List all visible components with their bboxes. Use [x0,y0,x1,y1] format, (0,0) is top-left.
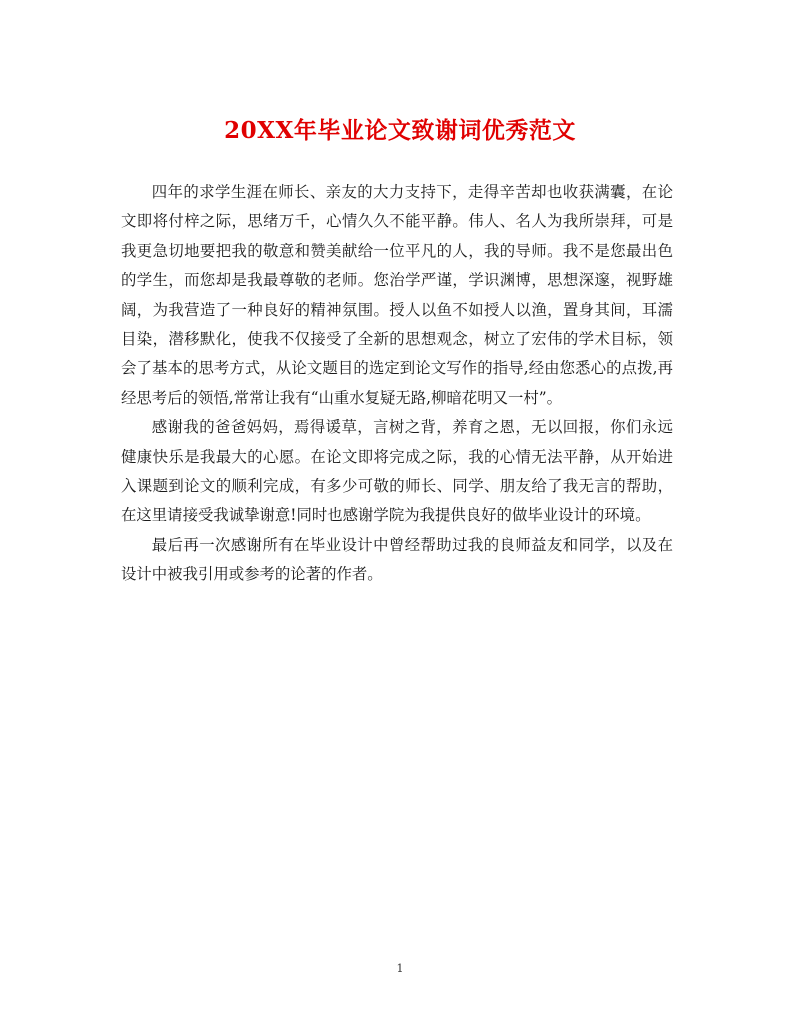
document-title: 20XX年毕业论文致谢词优秀范文 [224,117,576,144]
paragraph-3: 最后再一次感谢所有在毕业设计中曾经帮助过我的良师益友和同学，以及在设计中被我引用或参考的论著的作者。 [121,535,673,584]
page-number: 1 [396,962,404,975]
paragraph-1: 四年的求学生涯在师长、亲友的大力支持下，走得辛苦却也收获满囊，在论文即将付梓之际，思绪万千，心情久久不能平静。伟人、名人为我所崇拜，可是我更急切地要把我的敬意和赞美献给一位平凡的人，我的导师。我不是您最出色的学生，而您却是我最尊敬的老师。您治学严谨，学识渊博，思想深邃，视野雄阔，为我营造了一种良好的精神氛围。授人以鱼不如授人以渔，置身其间，耳濡目染，潜移默化，使我不仅接受了全新的思想观念，树立了宏伟的学术目标，领会了基本的思考方式，从论文题目的选定到论文写作的指导,经由您悉心的点拨,再经思考后的领悟,常常让我有“山重水复疑无路,柳暗花明又一村”。 [121,183,673,407]
paragraph-2: 感谢我的爸爸妈妈，焉得谖草，言树之背，养育之恩，无以回报，你们永远健康快乐是我最大的心愿。在论文即将完成之际，我的心情无法平静，从开始进入课题到论文的顺利完成，有多少可敬的师长、同学、朋友给了我无言的帮助，在这里请接受我诚挚谢意!同时也感谢学院为我提供良好的做毕业设计的环境。 [121,418,673,525]
document-body [121,178,673,590]
